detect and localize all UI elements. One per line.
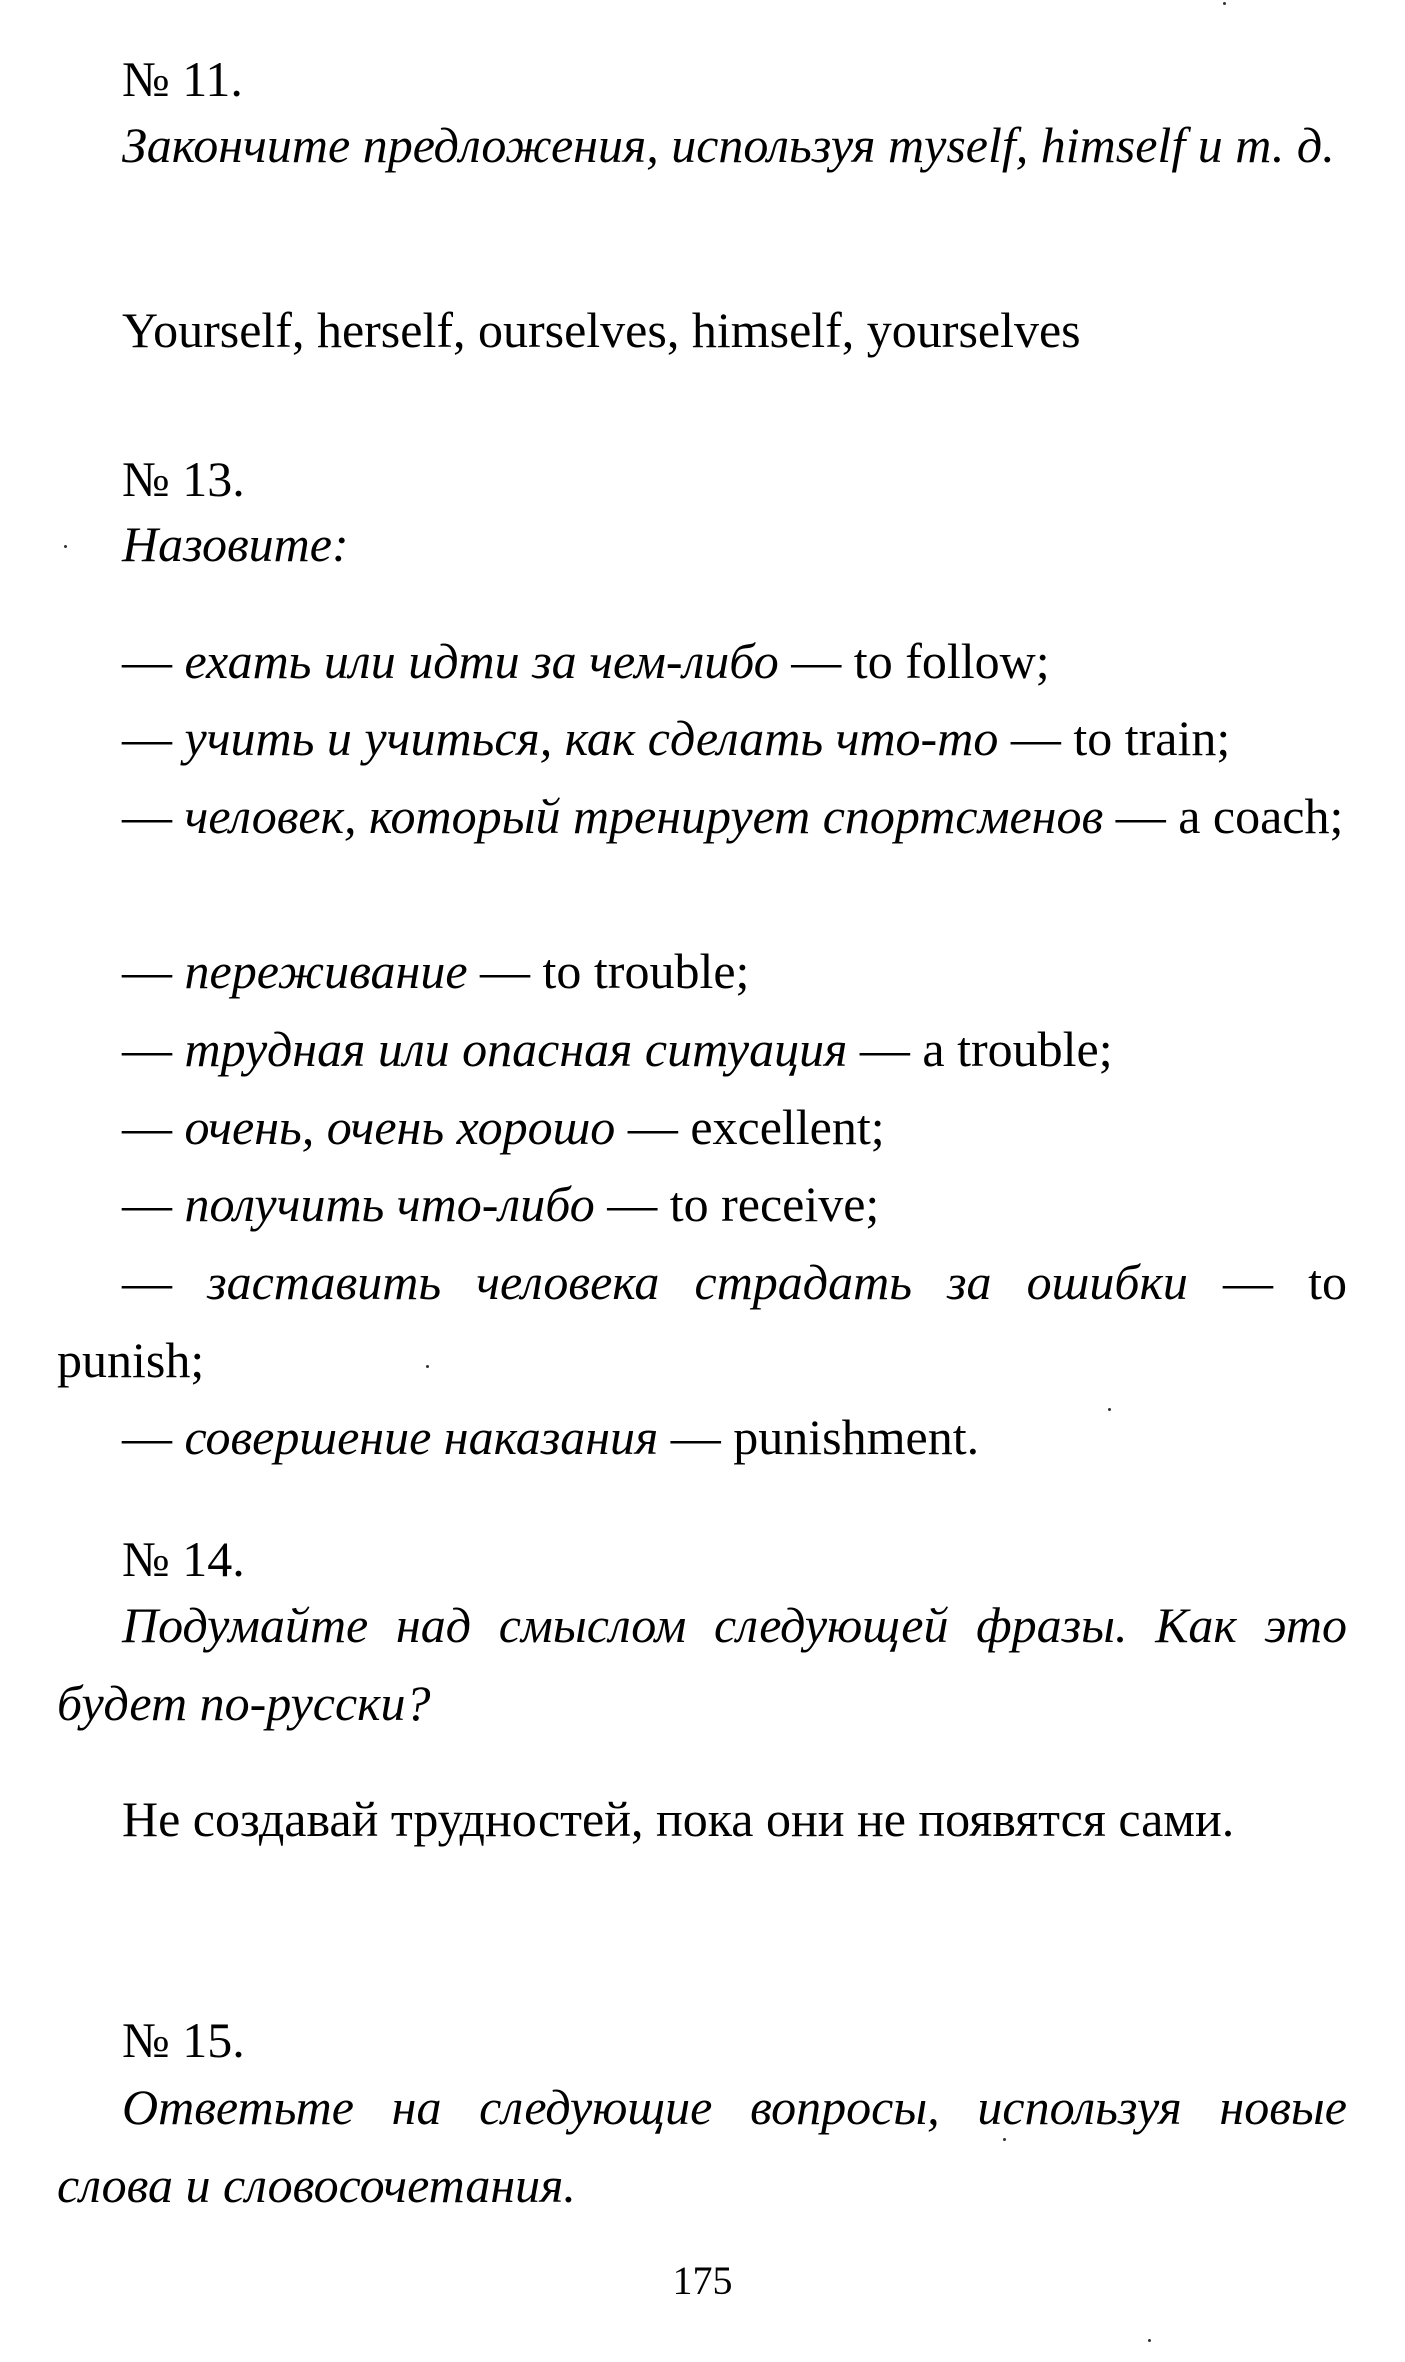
scan-speck <box>426 1365 429 1368</box>
vocab-ru: совершение наказания <box>184 1409 659 1465</box>
vocab-en: a trouble; <box>922 1021 1113 1077</box>
vocab-ru: трудная или опасная ситуация <box>184 1021 848 1077</box>
vocab-ru: заставить человека страдать за ошибки <box>207 1254 1188 1310</box>
vocab-item <box>57 622 1347 700</box>
dash: — <box>122 943 172 999</box>
vocab-item <box>57 1165 1347 1243</box>
vocab-item <box>57 1010 1347 1088</box>
vocab-ru: учить и учиться, как сделать что-то <box>184 710 999 766</box>
vocab-item <box>57 1243 1347 1399</box>
dash: — <box>791 633 842 689</box>
vocab-en: to train; <box>1073 710 1231 766</box>
vocab-item <box>57 1398 1347 1476</box>
dash: — <box>859 1021 910 1077</box>
exercise-15-number: № 15. <box>122 2012 245 2068</box>
scan-speck <box>1108 1408 1111 1411</box>
dash: — <box>122 1409 172 1465</box>
exercise-14-number: № 14. <box>122 1531 245 1587</box>
dash: — <box>122 1176 172 1232</box>
exercise-11-task: Закончите предложения, используя myself, himself и т. д. <box>122 117 1335 173</box>
dash: — <box>1223 1254 1274 1310</box>
dash: — <box>122 1021 172 1077</box>
dash: — <box>122 633 172 689</box>
exercise-11-answer: Yourself, herself, ourselves, himself, yourselves <box>122 302 1081 358</box>
vocab-item <box>57 699 1347 777</box>
vocab-item <box>57 777 1347 855</box>
scan-speck <box>64 545 67 548</box>
exercise-14-answer: Не создавай трудностей, пока они не появятся сами. <box>122 1791 1235 1847</box>
dash: — <box>122 1254 172 1310</box>
vocab-item <box>57 1088 1347 1166</box>
vocab-ru: получить что-либо <box>184 1176 595 1232</box>
vocab-ru: очень, очень хорошо <box>184 1099 616 1155</box>
dash: — <box>670 1409 721 1465</box>
vocab-en: a coach; <box>1178 788 1344 844</box>
dash: — <box>122 1099 172 1155</box>
dash: — <box>1115 788 1166 844</box>
page-number: 175 <box>672 2258 733 2303</box>
scan-speck <box>1148 2339 1151 2342</box>
dash: — <box>627 1099 678 1155</box>
scan-speck <box>1223 2 1226 5</box>
vocab-en: excellent; <box>690 1099 885 1155</box>
exercise-13-number: № 13. <box>122 451 245 507</box>
vocab-en: punishment. <box>733 1409 980 1465</box>
dash: — <box>122 788 172 844</box>
scan-speck <box>1003 2138 1006 2141</box>
vocab-en: to trouble; <box>542 943 750 999</box>
vocab-ru: человек, который тренирует спортсменов <box>184 788 1104 844</box>
exercise-15-task: Ответьте на следующие вопросы, используя новые слова и словосочетания. <box>57 2079 1347 2213</box>
dash: — <box>122 710 172 766</box>
vocab-item <box>57 932 1347 1010</box>
dash: — <box>1010 710 1061 766</box>
exercise-13-task: Назовите: <box>122 516 349 572</box>
vocab-en: to follow; <box>853 633 1050 689</box>
exercise-11-number: № 11. <box>122 51 243 107</box>
vocab-ru: переживание <box>184 943 468 999</box>
exercise-14-task: Подумайте над смыслом следующей фразы. Как это будет по-русски? <box>57 1597 1347 1731</box>
vocab-en: to receive; <box>669 1176 880 1232</box>
vocab-en: to punish; <box>57 1254 1348 1388</box>
dash: — <box>607 1176 658 1232</box>
dash: — <box>480 943 531 999</box>
vocab-ru: ехать или идти за чем-либо <box>184 633 779 689</box>
